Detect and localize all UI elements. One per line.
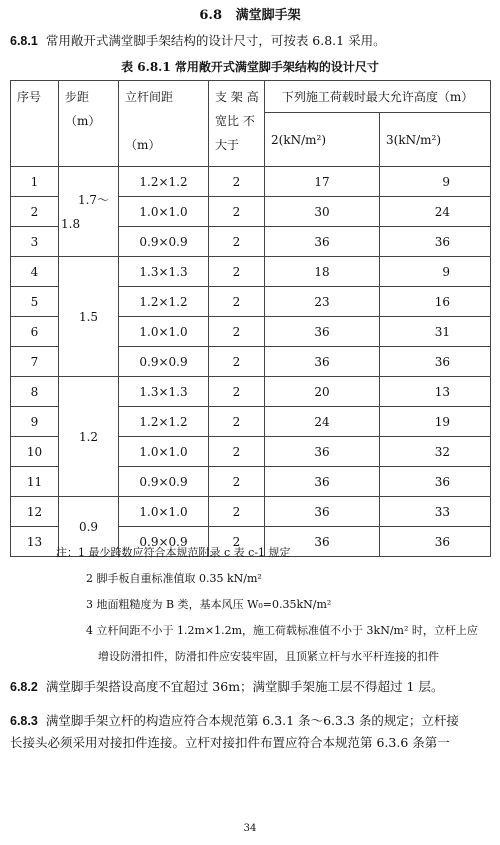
header-load-2: 2(kN/m²) [265,113,380,167]
cell-seq: 7 [11,347,59,377]
clause-text-line-2: 长接头必须采用对接扣件连接。立杆对接扣件布置应符合本规范第 6.3.6 条第一 [10,735,450,750]
cell-seq: 11 [11,467,59,497]
cell-ratio: 2 [209,317,265,347]
header-seq: 序号 [11,81,59,167]
cell-pole-spacing: 0.9×0.9 [119,467,209,497]
cell-seq: 5 [11,287,59,317]
note-4-continued: 增设防滑扣件，防滑扣件应安装牢固，且顶紧立杆与水平杆连接的扣件 [98,650,439,663]
cell-seq: 13 [11,527,59,557]
clause-text-line-1: 满堂脚手架立杆的构造应符合本规范第 6.3.1 条～6.3.3 条的规定；立杆接 [45,713,459,728]
note-2: 2 脚手板自重标准值取 0.35 kN/m² [86,572,262,585]
cell-step: 0.9 [59,497,119,557]
cell-seq: 1 [11,167,59,197]
cell-height-load-2: 23 [265,287,380,317]
header-pole-spacing: 立杆间距 （m） [119,81,209,167]
cell-ratio: 2 [209,377,265,407]
cell-seq: 10 [11,437,59,467]
cell-pole-spacing: 1.0×1.0 [119,437,209,467]
cell-ratio: 2 [209,467,265,497]
table-row [11,167,491,197]
cell-pole-spacing: 1.2×1.2 [119,407,209,437]
cell-ratio: 2 [209,197,265,227]
header-step: 步距 （m） [59,81,119,167]
cell-seq: 8 [11,377,59,407]
section-number: 6.8 [199,8,223,23]
cell-step: 1.2 [59,377,119,497]
cell-pole-spacing: 1.3×1.3 [119,377,209,407]
note-4: 4 立杆间距不小于 1.2m×1.2m，施工荷载标准值不小于 3kN/m² 时，立杆上应 [86,624,478,637]
cell-seq: 6 [11,317,59,347]
cell-ratio: 2 [209,527,265,557]
clause-number: 6.8.3 [10,714,38,728]
cell-height-load-3: 9 [380,257,491,287]
cell-height-load-2: 20 [265,377,380,407]
cell-seq: 4 [11,257,59,287]
cell-height-load-2: 30 [265,197,380,227]
cell-height-load-2: 24 [265,407,380,437]
cell-ratio: 2 [209,167,265,197]
clause-6-8-2 [10,676,494,698]
cell-height-load-3: 19 [380,407,491,437]
cell-height-load-3: 24 [380,197,491,227]
cell-pole-spacing: 1.2×1.2 [119,167,209,197]
cell-pole-spacing: 1.0×1.0 [119,197,209,227]
cell-pole-spacing: 1.3×1.3 [119,257,209,287]
cell-step: 1.5 [59,257,119,377]
cell-height-load-2: 36 [265,227,380,257]
cell-height-load-2: 18 [265,257,380,287]
cell-height-load-3: 9 [380,167,491,197]
table-caption: 表 6.8.1 常用敞开式满堂脚手架结构的设计尺寸 [121,60,379,74]
cell-height-load-2: 36 [265,347,380,377]
header-ratio: 支 架 高 宽比 不 大于 [209,81,265,167]
note-3: 3 地面粗糙度为 B 类，基本风压 W₀=0.35kN/m² [86,598,332,611]
cell-height-load-2: 36 [265,437,380,467]
cell-height-load-3: 36 [380,467,491,497]
cell-height-load-3: 36 [380,347,491,377]
cell-height-load-3: 33 [380,497,491,527]
header-load-3: 3(kN/m²) [380,113,491,167]
clause-text: 满堂脚手架搭设高度不宜超过 36m；满堂脚手架施工层不得超过 1 层。 [45,679,444,694]
cell-pole-spacing: 0.9×0.9 [119,527,209,557]
section-heading: 满堂脚手架 [235,8,301,23]
cell-ratio: 2 [209,407,265,437]
cell-ratio: 2 [209,287,265,317]
cell-ratio: 2 [209,227,265,257]
clause-number: 6.8.1 [10,34,38,48]
header-max-height: 下列施工荷载时最大允许高度（m） [265,81,491,113]
design-size-table [10,80,491,557]
cell-height-load-2: 36 [265,527,380,557]
cell-ratio: 2 [209,347,265,377]
cell-pole-spacing: 0.9×0.9 [119,227,209,257]
cell-step: 1.7～ 1.8 [59,167,119,257]
cell-height-load-2: 36 [265,317,380,347]
table-row [11,257,491,287]
cell-pole-spacing: 0.9×0.9 [119,347,209,377]
clause-number: 6.8.2 [10,680,38,694]
cell-ratio: 2 [209,257,265,287]
cell-seq: 9 [11,407,59,437]
cell-pole-spacing: 1.2×1.2 [119,287,209,317]
cell-pole-spacing: 1.0×1.0 [119,317,209,347]
cell-height-load-2: 36 [265,467,380,497]
clause-6-8-1 [10,30,494,52]
cell-height-load-3: 16 [380,287,491,317]
page-number: 34 [243,823,257,834]
cell-height-load-2: 36 [265,497,380,527]
clause-6-8-3 [10,710,494,754]
cell-seq: 12 [11,497,59,527]
cell-height-load-3: 36 [380,227,491,257]
cell-pole-spacing: 1.0×1.0 [119,497,209,527]
note-1: 注：1 最少跨数应符合本规范附录 c 表 c-1 规定 [56,546,291,559]
table-notes [56,540,496,670]
cell-height-load-3: 31 [380,317,491,347]
cell-ratio: 2 [209,437,265,467]
table-row [11,497,491,527]
cell-height-load-3: 36 [380,527,491,557]
cell-seq: 2 [11,197,59,227]
table-row [11,377,491,407]
cell-ratio: 2 [209,497,265,527]
cell-seq: 3 [11,227,59,257]
cell-height-load-3: 13 [380,377,491,407]
section-title [0,4,500,23]
cell-height-load-3: 32 [380,437,491,467]
clause-text: 常用敞开式满堂脚手架结构的设计尺寸，可按表 6.8.1 采用。 [45,33,386,48]
cell-height-load-2: 17 [265,167,380,197]
